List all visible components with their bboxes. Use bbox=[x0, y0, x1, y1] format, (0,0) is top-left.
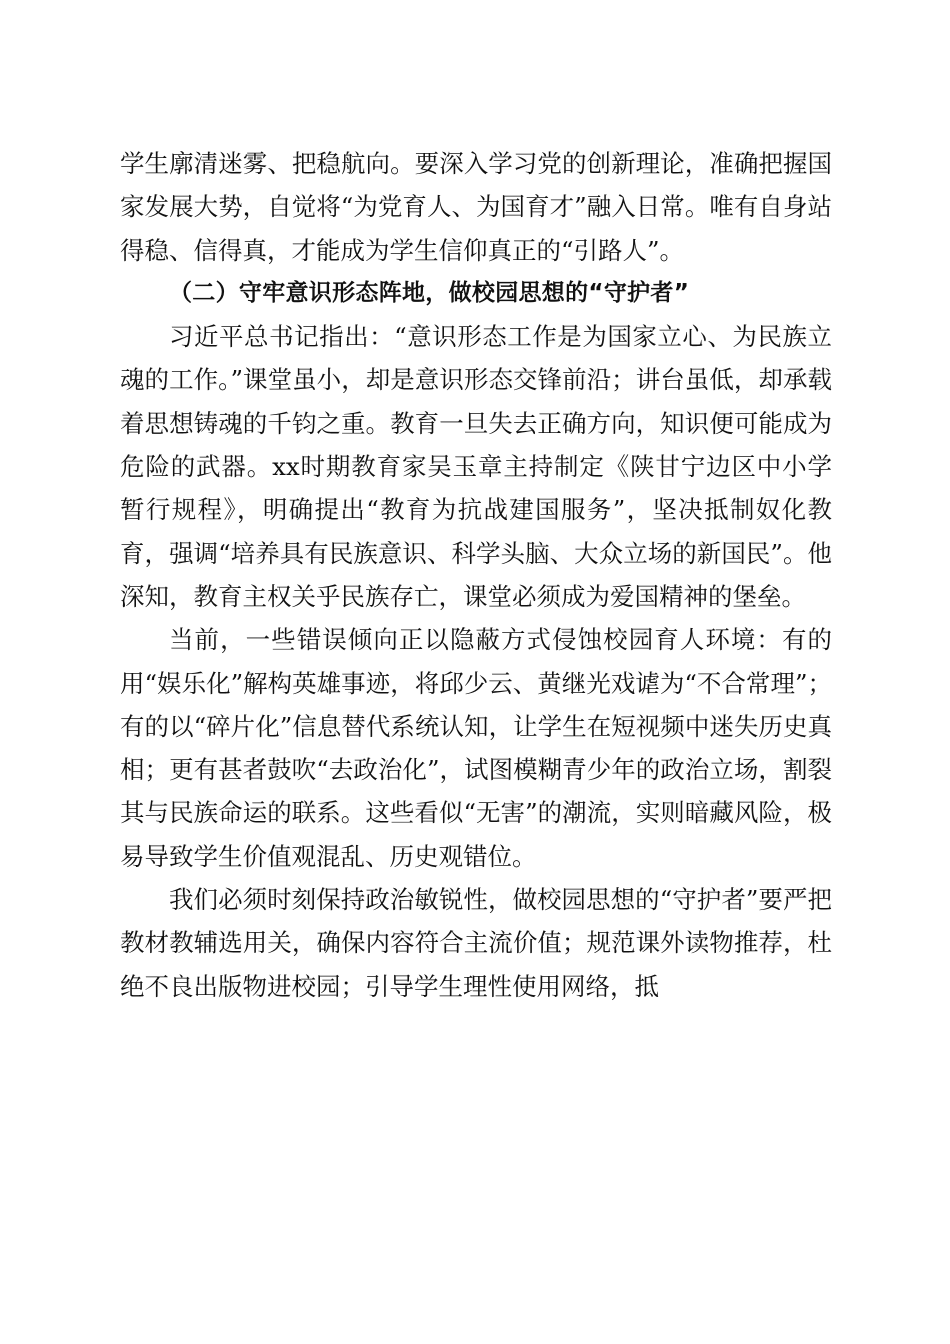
paragraph-current-risks: 当前，一些错误倾向正以隐蔽方式侵蚀校园育人环境：有的用“娱乐化”解构英雄事迹，将邱少云、黄继光戏谑为“不合常理”；有的以“碎片化”信息替代系统认知，让学生在短视频中迷失历史真相；更有甚者鼓吹“去政治化”，试图模糊青少年的政治立场，割裂其与民族命运的联系。这些看似“无害”的潮流，实则暗藏风险，极易导致学生价值观混乱、历史观错位。 bbox=[120, 625, 832, 871]
paragraph-continuation: 学生廓清迷雾、把稳航向。要深入学习党的创新理论，准确把握国家发展大势，自觉将“为党育人、为国育才”融入日常。唯有自身站得稳、信得真，才能成为学生信仰真正的“引路人”。 bbox=[120, 149, 832, 265]
document-body bbox=[120, 142, 832, 1008]
section-heading: （二）守牢意识形态阵地，做校园思想的“守护者” bbox=[169, 279, 690, 306]
paragraph-guardian-measures: 我们必须时刻保持政治敏锐性，做校园思想的“守护者”要严把教材教辅选用关，确保内容符合主流价值；规范课外读物推荐，杜绝不良出版物进校园；引导学生理性使用网络，抵 bbox=[120, 885, 832, 1001]
paragraph-ideology-quote: 习近平总书记指出：“意识形态工作是为国家立心、为民族立魂的工作。”课堂虽小，却是意识形态交锋前沿；讲台虽低，却承载着思想铸魂的千钧之重。教育一旦失去正确方向，知识便可能成为危险的武器。xx时期教育家吴玉章主持制定《陕甘宁边区中小学暂行规程》，明确提出“教育为抗战建国服务”，坚决抵制奴化教育，强调“培养具有民族意识、科学头脑、大众立场的新国民”。他深知，教育主权关乎民族存亡，课堂必须成为爱国精神的堡垒。 bbox=[120, 322, 832, 611]
